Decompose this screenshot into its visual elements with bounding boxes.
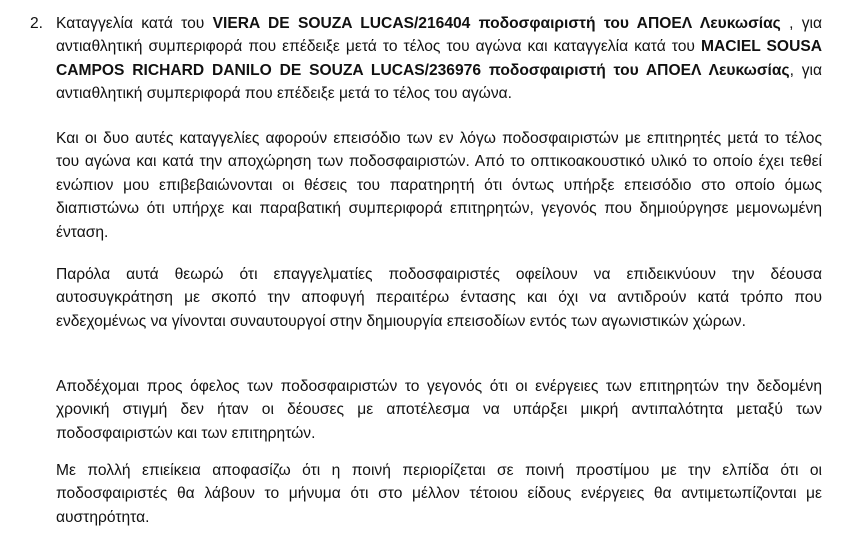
paragraph-incident: Και οι δυο αυτές καταγγελίες αφορούν επεισόδιο των εν λόγω ποδοσφαιριστών με επιτηρητές μετά το τέλος του αγώνα και κατά την αποχώρηση των ποδοσφαιριστών. Από το οπτικοακουστικό υλικό το οποίο έχει τεθεί ενώπιον μου επιβεβαιώνονται οι θέσεις του παρατηρητή ότι όντως υπήρξε επεισόδιο στο οποίο όμως διαπιστώνω ότι υπήρχε και παραβατική συμπεριφορά επιτηρητών, γεγονός που δημιούργησε μεμονωμένη ένταση.: [56, 130, 822, 241]
paragraph-mitigation: Αποδέχομαι προς όφελος των ποδοσφαιριστών το γεγονός ότι οι ενέργειες των επιτηρητών την δεδομένη χρονική στιγμή δεν ήταν οι δέουσες με αποτέλεσμα να υπάρξει μικρή αντιπαλότητα μεταξύ των ποδοσφαιριστών και των επιτηρητών.: [56, 378, 822, 442]
player-one-name: VIERA DE SOUZA LUCAS/216404 ποδοσφαιριστή του ΑΠΟΕΛ Λευκωσίας: [212, 15, 781, 32]
paragraph-self-restraint: Παρόλα αυτά θεωρώ ότι επαγγελματίες ποδοσφαιριστές οφείλουν να επιδεικνύουν την δέουσα αυτοσυγκράτηση με σκοπό την αποφυγή περαιτέρω έντασης και όχι να αντιδρούν κατά τρόπο που ενδεχομένως να γίνονται συναυτουργοί στην δημιουργία επεισοδίων εντός των αγωνιστικών χώρων.: [56, 266, 822, 330]
player-two-name: MACIEL SOUSA CAMPOS RICHARD DANILO DE SOUZA LUCAS/236976 ποδοσφαιριστή του ΑΠΟΕΛ Λευκωσίας: [56, 38, 822, 79]
complaint-paragraph: [56, 12, 822, 106]
item-number: 2.: [30, 15, 44, 32]
paragraph-decision: Με πολλή επιείκεια αποφασίζω ότι η ποινή περιορίζεται σε ποινή προστίμου με την ελπίδα ότι οι ποδοσφαιριστές θα λάβουν το μήνυμα ότι στο μέλλον τέτοιου είδους ενέργειες θα αντιμετωπίζονται με αυστηρότητα.: [56, 462, 822, 526]
complaint-text-b: , για αντιαθλητική συμπεριφορά που επέδειξε μετά το τέλος του αγώνα και καταγγελία κατά του: [56, 15, 822, 56]
complaint-text-c: , για αντιαθλητική συμπεριφορά που επέδειξε μετά το τέλος του αγώνα.: [56, 61, 823, 103]
complaint-text-a: Καταγγελία κατά του: [56, 15, 213, 32]
